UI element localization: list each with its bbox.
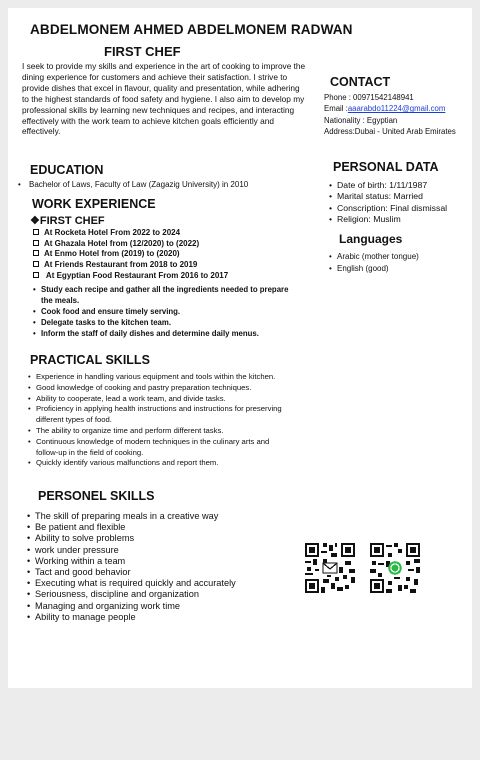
contact-phone: Phone : 00971542148941 [324, 93, 414, 102]
checkbox-icon [33, 229, 39, 235]
candidate-name: ABDELMONEM AHMED ABDELMONEM RADWAN [30, 22, 353, 37]
personel-item: • Managing and organizing work time [27, 601, 236, 612]
practical-list [28, 372, 290, 469]
practical-item: • Quickly identify various malfunctions and report them. [28, 458, 290, 469]
practical-item: • Ability to cooperate, lead a work team, and divide tasks. [28, 394, 290, 405]
personel-item: • Tact and good behavior [27, 567, 236, 578]
personel-item: • Ability to manage people [27, 612, 236, 623]
personel-item: • Be patient and flexible [27, 522, 236, 533]
qr-code-whatsapp-icon[interactable] [370, 542, 420, 594]
language-item: • Arabic (mother tongue) [329, 251, 419, 263]
practical-item: • Good knowledge of cooking and pastry preparation techniques. [28, 383, 290, 394]
personel-item: • Ability to solve problems [27, 533, 236, 544]
languages-list [329, 251, 419, 274]
personel-item: • work under pressure [27, 545, 236, 556]
work-task-item: • Delegate tasks to the kitchen team. [33, 318, 298, 329]
personal-data-item: • Date of birth: 1/11/1987 [329, 180, 447, 191]
personel-item: • Working within a team [27, 556, 236, 567]
practical-heading: PRACTICAL SKILLS [30, 353, 150, 367]
personal-data-heading: PERSONAL DATA [333, 160, 439, 174]
contact-email-link[interactable]: aaarabdo11224@gmail.com [347, 104, 446, 114]
work-task-item: • Cook food and ensure timely serving. [33, 307, 298, 318]
personel-list [27, 511, 236, 623]
work-place-item: At Egyptian Food Restaurant From 2016 to 2017 [33, 271, 228, 282]
practical-item: • Proficiency in applying health instructions and instructions for preserving different types of food. [28, 404, 290, 426]
work-place-item: At Rocketa Hotel From 2022 to 2024 [33, 228, 228, 239]
checkbox-icon [33, 261, 39, 267]
work-places-list [33, 228, 228, 282]
checkbox-icon [33, 250, 39, 256]
job-title: FIRST CHEF [104, 44, 181, 59]
summary-paragraph: I seek to provide my skills and experience in the art of cooking to improve the dining experience for customers and achieve their satisfaction. I strive to provide dishes that excel in flavour, quality and presentation, while adhering to the highest standards of food safety and hygiene. I also aim to develop my professional skills by learning new techniques and recipes, and interacting effectively with the work team to achieve kitchen goals efficiently and effectively. [22, 61, 306, 137]
checkbox-icon [33, 272, 39, 278]
contact-email-label: Email : [324, 104, 348, 114]
practical-item: • Continuous knowledge of modern techniques in the culinary arts and follow-up in the field of cooking. [28, 437, 290, 459]
work-role: ❖FIRST CHEF [30, 215, 105, 227]
checkbox-icon [33, 240, 39, 246]
personel-item: • Executing what is required quickly and accurately [27, 578, 236, 589]
personal-data-item: • Conscription: Final dismissal [329, 203, 447, 214]
contact-nationality: Nationality : Egyptian [324, 115, 398, 125]
work-heading: WORK EXPERIENCE [32, 197, 156, 211]
qr-code-email-icon[interactable] [305, 542, 355, 594]
personel-heading: PERSONEL SKILLS [38, 489, 155, 503]
practical-item: • The ability to organize time and perform different tasks. [28, 426, 290, 437]
education-item: • Bachelor of Laws, Faculty of Law (Zagazig University) in 2010 [18, 180, 248, 189]
personel-item: • The skill of preparing meals in a creative way [27, 511, 236, 522]
education-list [18, 180, 248, 189]
work-place-item: At Enmo Hotel from (2019) to (2020) [33, 249, 228, 260]
personal-data-item: • Religion: Muslim [329, 214, 447, 225]
contact-address: Address:Dubai - United Arab Emirates [324, 127, 456, 137]
work-task-item: • Inform the staff of daily dishes and determine daily menus. [33, 329, 298, 340]
personal-data-list [329, 180, 447, 225]
personal-data-item: • Marital status: Married [329, 191, 447, 202]
contact-heading: CONTACT [330, 75, 391, 89]
contact-email-row [324, 103, 456, 114]
language-item: • English (good) [329, 263, 419, 275]
work-place-item: At Friends Restaurant from 2018 to 2019 [33, 260, 228, 271]
languages-heading: Languages [339, 232, 403, 246]
practical-item: • Experience in handling various equipment and tools within the kitchen. [28, 372, 290, 383]
education-heading: EDUCATION [30, 163, 104, 177]
work-tasks-list [33, 285, 298, 340]
contact-block [324, 92, 456, 138]
work-place-item: At Ghazala Hotel from (12/2020) to (2022) [33, 239, 228, 250]
work-task-item: • Study each recipe and gather all the ingredients needed to prepare the meals. [33, 285, 298, 307]
personel-item: • Seriousness, discipline and organization [27, 589, 236, 600]
